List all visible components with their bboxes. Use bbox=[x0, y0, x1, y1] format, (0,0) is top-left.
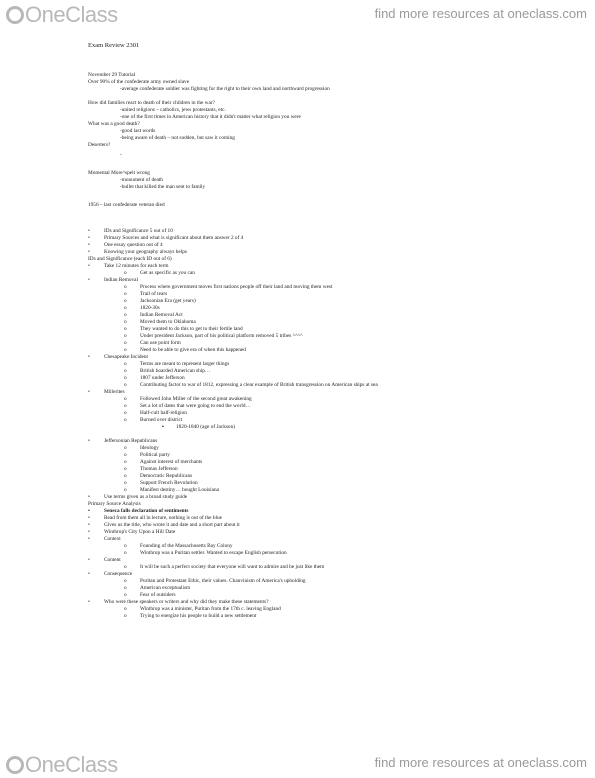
sub-list-item: o Set a lot of dates that were going to end the world… bbox=[140, 403, 251, 410]
sub-list-item: o Moved them to Oklahoma bbox=[140, 319, 196, 326]
text-line: -being aware of death – not sudden, but saw it coming bbox=[120, 135, 235, 141]
list-item: • Consequence bbox=[104, 571, 132, 578]
list-item: • One essay question out of 4 bbox=[104, 242, 163, 249]
sub-list-item: o Get as specific as you can bbox=[140, 270, 195, 277]
header-tagline-link[interactable]: find more resources at oneclass.com bbox=[374, 6, 587, 21]
text-line: 1956 – last confederate veteran died bbox=[88, 202, 165, 208]
text-line: How did families react to death of their children in the war? bbox=[88, 100, 215, 106]
sub-list-item: o 1820-30s bbox=[140, 305, 160, 312]
sub-list-item: o Trail of tears bbox=[140, 291, 167, 298]
sub-list-item: o Indian Removal Act bbox=[140, 312, 183, 319]
sub-list-item: o Need to be able to give era of when this happened bbox=[140, 347, 246, 354]
logo-ring-icon bbox=[6, 756, 24, 774]
text-line: -monument of death bbox=[120, 177, 163, 183]
footer-tagline-link[interactable]: find more resources at oneclass.com bbox=[374, 755, 587, 770]
list-item: • Millerites bbox=[104, 389, 125, 396]
sub-list-item: o They wanted to do this to get to their fertile land bbox=[140, 326, 243, 333]
text-line: -good last words bbox=[120, 128, 156, 134]
text-line: Over 90% of the confederate army owned slave bbox=[88, 79, 190, 85]
list-item: • IDs and Significance 5 out of 10 bbox=[104, 228, 173, 235]
sub-list-item: o It will be such a perfect society that everyone will want to admire and be just like them bbox=[140, 564, 324, 571]
sub-list-item: o Half-cult half-religion bbox=[140, 410, 187, 417]
text-line: -united religions – catholics, jews protestants, etc. bbox=[120, 107, 226, 113]
sub-list-item: o Process where government moves first nations people off their land and moving them west bbox=[140, 284, 332, 291]
list-item: • Read from them all in lecture, nothing is out of the blue bbox=[104, 515, 222, 522]
oneclass-logo[interactable]: OneClass bbox=[6, 2, 118, 28]
sub-list-item: o Under president Jackson, part of his political platform removed 5 tribes ^^^^ bbox=[140, 333, 303, 340]
text-line: What was a good death? bbox=[88, 121, 140, 127]
sub-list-item: o Ideology bbox=[140, 445, 159, 452]
text-line: -average confederate soldier was fighting for the right to their own land and northward progression bbox=[120, 86, 330, 92]
list-item-bold: • Seneca falls declaration of sentiments bbox=[104, 508, 188, 515]
header-bar bbox=[0, 0, 595, 30]
list-item: • Primary Sources and what is significant about them answer 2 of 4 bbox=[104, 235, 243, 242]
list-item: • Knowing your geography always helps bbox=[104, 249, 187, 256]
doc-title: Exam Review 2301 bbox=[88, 42, 140, 49]
sub-list-item: o Trying to energize his people to build a new settlement bbox=[140, 613, 256, 620]
text-line: -one of the first times in American history that it didn't matter what religion you were bbox=[120, 114, 301, 120]
text-line: Momental More^spelt wrong bbox=[88, 170, 150, 176]
text-line: - bbox=[120, 152, 122, 158]
list-item: • Indian Removal bbox=[104, 277, 138, 284]
text-line: -bullet that killed the man sent to family bbox=[120, 184, 206, 190]
sub-list-item: o American exceptualism bbox=[140, 585, 190, 592]
sub-list-item: o Support French Revolution bbox=[140, 480, 198, 487]
list-item: • Who were these speakers or writers and why did they make these statements? bbox=[104, 599, 268, 606]
list-item: • Jeffersonian Republicans bbox=[104, 438, 157, 445]
sub-list-item: o Democratic Republicans bbox=[140, 473, 192, 480]
section-heading: IDs and Significance (each ID out of 6) bbox=[88, 256, 172, 262]
section-heading: Primary Source Analysis bbox=[88, 501, 141, 507]
oneclass-logo[interactable]: OneClass bbox=[6, 752, 118, 778]
sub-list-item: o Puritan and Protestant Ethic, their values. Chauvinism of America's upholding bbox=[140, 578, 306, 585]
sub-sub-list-item: ▪ 1820-1840 (age of Jackson) bbox=[176, 424, 235, 431]
list-item: • Gives us the title, who wrote it and date and a short part about it bbox=[104, 522, 240, 529]
text-line: Deserters? bbox=[88, 142, 111, 148]
sub-list-item: o Founding of the Massachusetts Bay Colony bbox=[140, 543, 233, 550]
sub-list-item: o Can use point form bbox=[140, 340, 181, 347]
list-item: • Chesapeake Incident bbox=[104, 354, 148, 361]
sub-list-item: o British boarded American ship… bbox=[140, 368, 210, 375]
sub-list-item: o Fear of outsiders bbox=[140, 592, 176, 599]
sub-list-item: o 1807 under Jefferson bbox=[140, 375, 185, 382]
list-item: • Content bbox=[104, 557, 121, 564]
sub-list-item: o Political party bbox=[140, 452, 170, 459]
list-item: • Use terms given as a broad study guide bbox=[104, 494, 187, 501]
sub-list-item: o Thomas Jefferson bbox=[140, 466, 178, 473]
sub-list-item: o Jacksonian Era (get years) bbox=[140, 298, 196, 305]
text-line: November 29 Tutorial bbox=[88, 72, 136, 78]
footer-bar bbox=[0, 752, 595, 777]
sub-list-item: o Terms are meant to represent larger things bbox=[140, 361, 229, 368]
list-item: • Take 12 minutes for each term bbox=[104, 263, 169, 270]
sub-list-item: o Burned over district bbox=[140, 417, 182, 424]
sub-list-item: o Contributing factor to war of 1812, expressing a clear example of British transgression on American ships at sea bbox=[140, 382, 378, 389]
sub-list-item: o Followed John Miller of the second great awakening bbox=[140, 396, 252, 403]
list-item: • Context bbox=[104, 536, 121, 543]
logo-ring-icon bbox=[6, 6, 24, 24]
sub-list-item: o Winthrop was a minister, Puritan from the 17th c. leaving England bbox=[140, 606, 281, 613]
sub-list-item: o Winthrop was a Puritan settler. Wanted to escape English persecution bbox=[140, 550, 287, 557]
list-item: • Winthrop's City Upon a Hill Date bbox=[104, 529, 175, 536]
sub-list-item: o Against interest of merchants bbox=[140, 459, 202, 466]
sub-list-item: o Manifest destiny… bought Louisiana bbox=[140, 487, 219, 494]
